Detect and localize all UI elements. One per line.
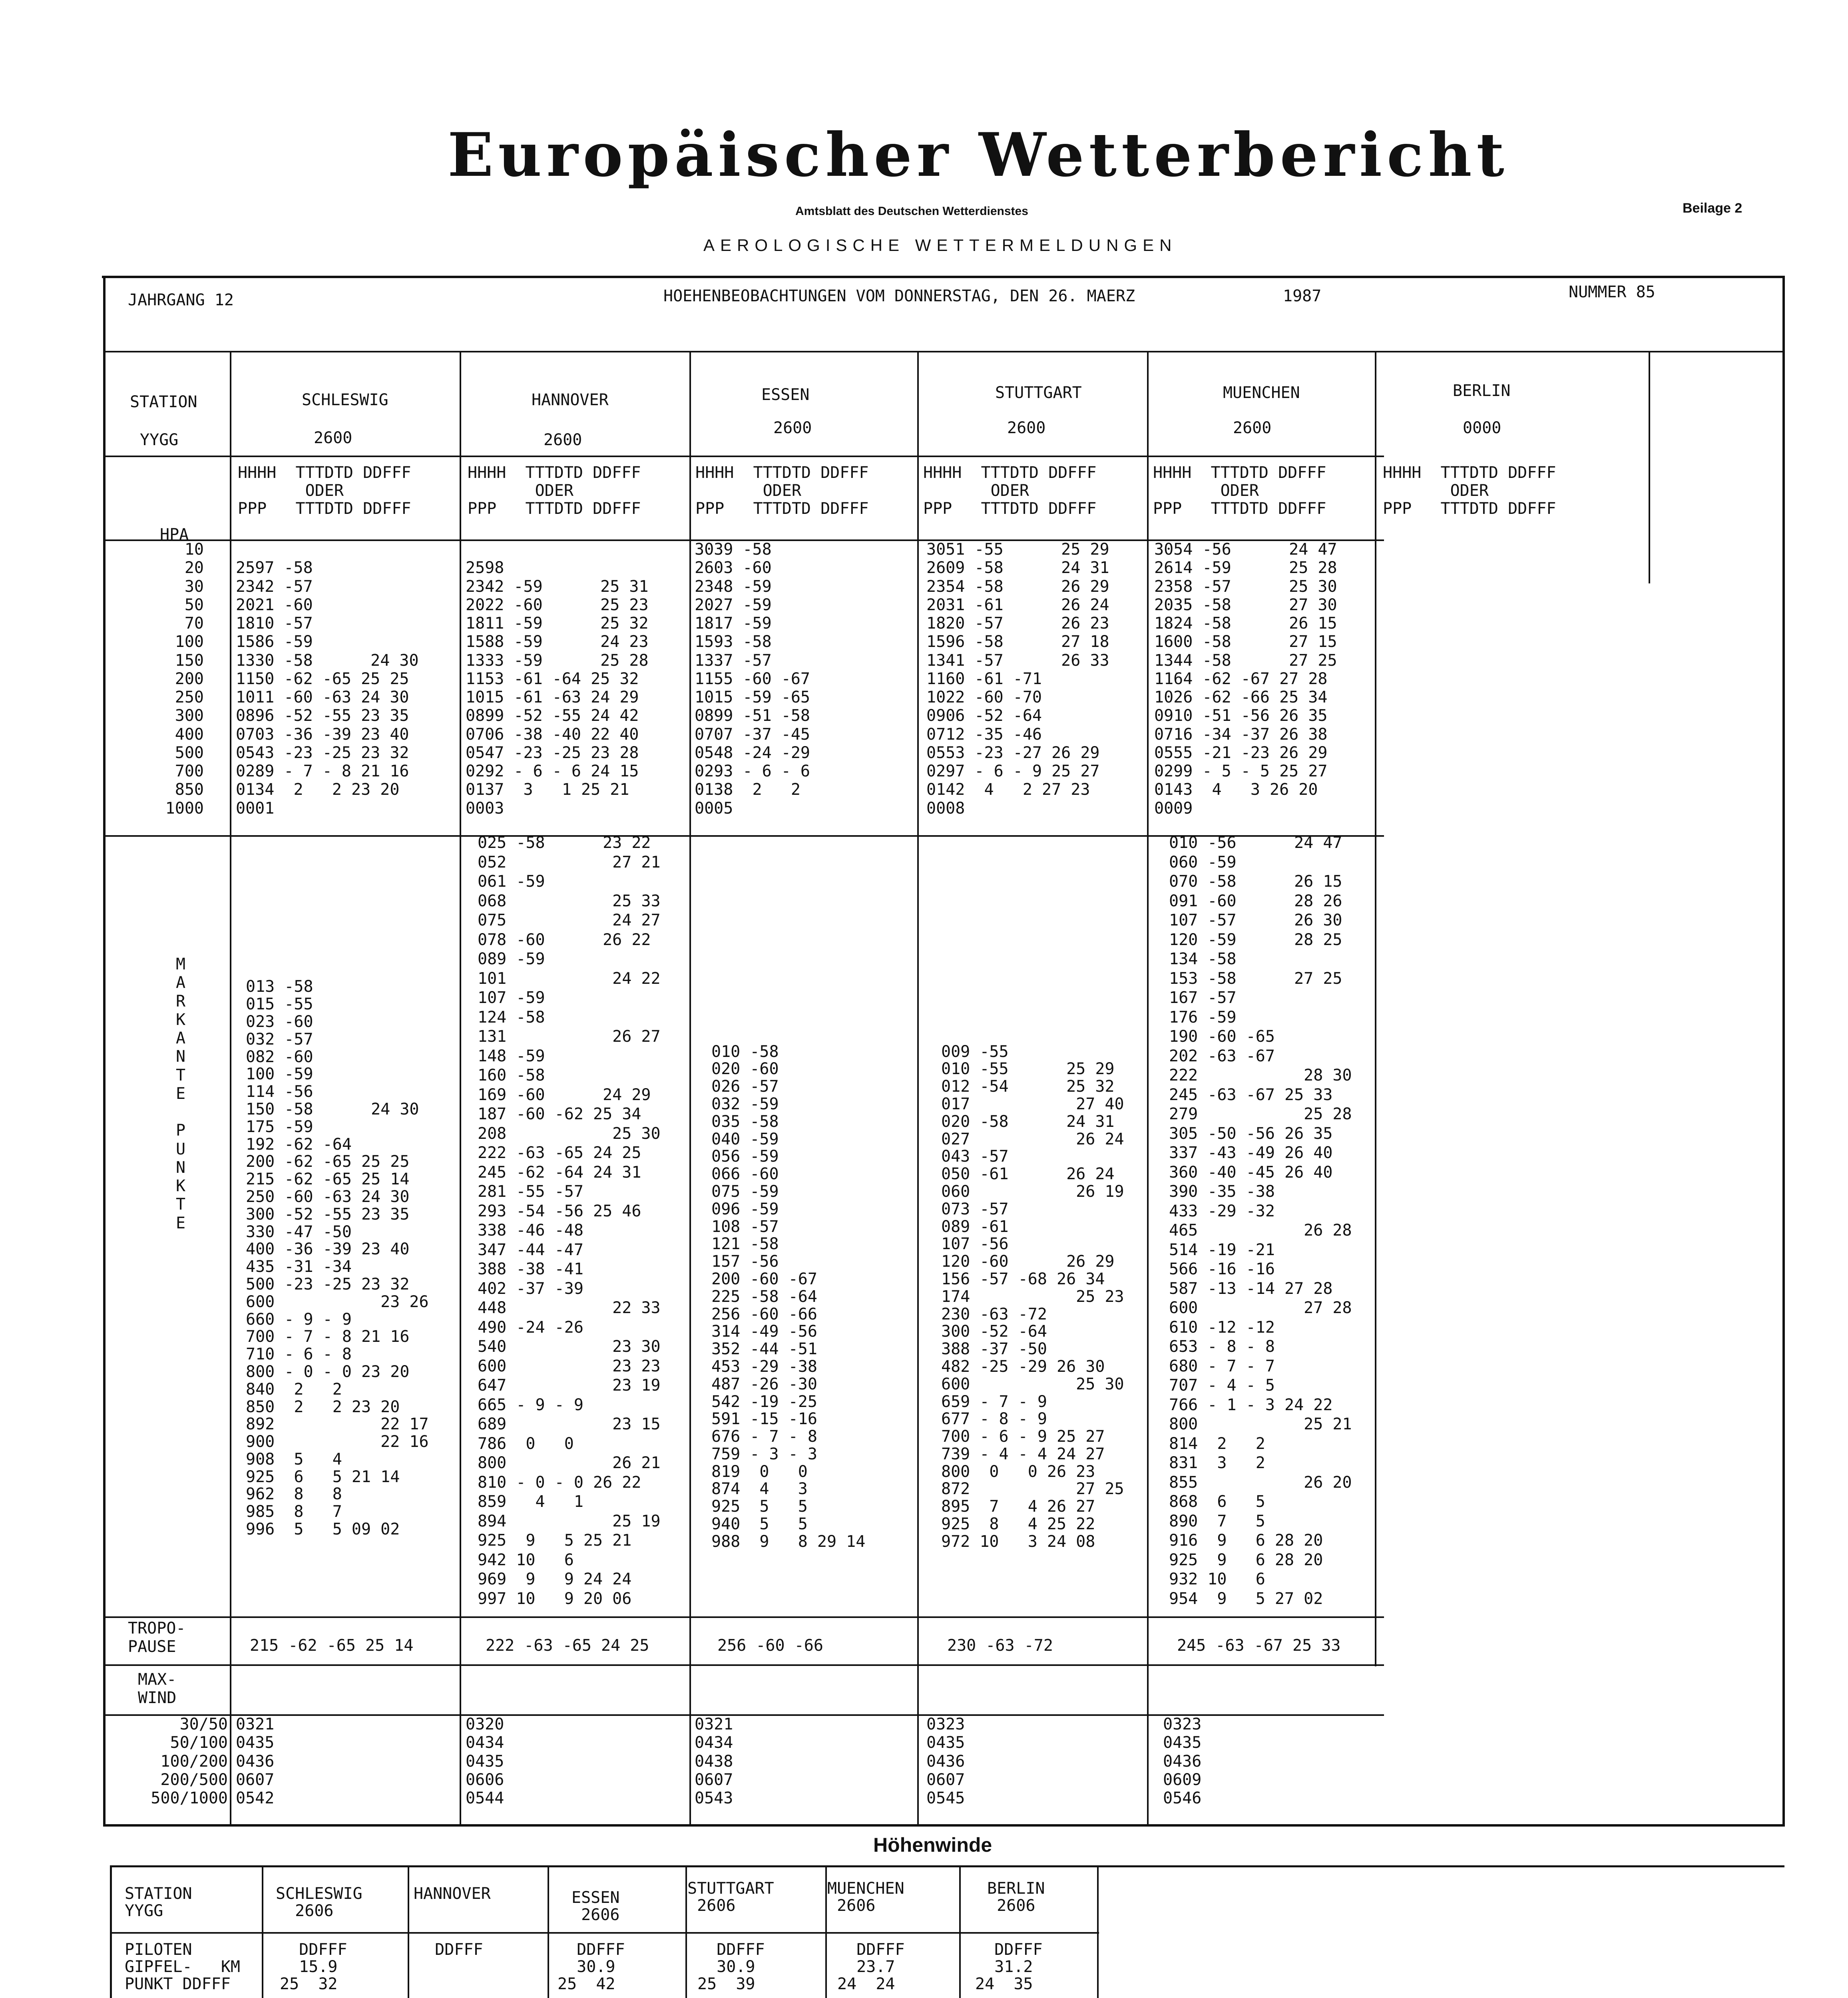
- winds-frame-left: [110, 1865, 112, 1998]
- frame-right: [1782, 276, 1785, 1826]
- column-head: HHHH TTTDTD DDFFF: [923, 464, 1097, 482]
- winds-station-name: ESSEN 2606: [572, 1889, 620, 1924]
- column-head: ODER: [238, 482, 344, 500]
- tropopause-value: 230 -63 -72: [947, 1636, 1053, 1655]
- significant-points: 013 -58 015 -55 023 -60 032 -57 082 -60 100 -59 114 -56 150 -58 24 30 175 -59 192 -62 -64 200 -62 -65 25 25 215 -62 -65 25 14 250 -60 -63 24 30 300 -52 -55 23 35 330 -47 -50 400 -36 -39 23 40 435 -31 -34 500 -23 -25 23 32 600 23 26 660 - 9 - 9 700 - 7 - 8 21 16 710 - 6 - 8 800 - 0 - 0 23 20 840 2 2 850 2 2 23 20 892 22 17 900 22 16 908 5 4 925 6 5 21 14 962 8 8 985 8 7 996 5 5 09 02: [246, 977, 429, 1539]
- significant-points: 009 -55 010 -55 25 29 012 -54 25 32 017 27 40 020 -58 24 31 027 26 24 043 -57 050 -61 26 24 060 26 19 073 -57 089 -61 107 -56 120 -60 26 29 156 -57 -68 26 34 174 25 23 230 -63 -72 300 -52 -64 388 -37 -50 482 -25 -29 26 30 600 25 30 659 - 7 - 9 677 - 8 - 9 700 - 6 - 9 25 27 739 - 4 - 4 24 27 800 0 0 26 23 872 27 25 895 7 4 26 27 925 8 4 25 22 972 10 3 24 08: [941, 1042, 1124, 1551]
- standard-levels: 2597 -58 2342 -57 2021 -60 1810 -57 1586 -59 1330 -58 24 30 1150 -62 -65 25 25 1011 -60 -63 24 30 0896 -52 -55 23 35 0703 -36 -39 23 40 0543 -23 -25 23 32 0289 - 7 - 8 21 16 0134 2 2 23 20 0001: [236, 559, 419, 818]
- standard-levels: 2598 2342 -59 25 31 2022 -60 25 23 1811 -59 25 32 1588 -59 24 23 1333 -59 25 28 1153 -61 -64 25 32 1015 -61 -63 24 29 0899 -52 -55 24 42 0706 -38 -40 22 40 0547 -23 -25 23 28 0292 - 6 - 6 24 15 0137 3 1 25 21 0003: [466, 559, 649, 818]
- frame-left: [103, 276, 106, 1826]
- column-head: PPP TTTDTD DDFFF: [238, 500, 411, 518]
- station-name: MUENCHEN: [1223, 384, 1300, 402]
- column-head: PPP TTTDTD DDFFF: [695, 500, 869, 518]
- year: 1987: [1283, 287, 1322, 305]
- col-sep: [917, 352, 919, 1824]
- col-sep: [1375, 352, 1376, 1666]
- summit-point: DDFFF 15.9 25 32: [280, 1940, 347, 1993]
- observation-date: HOEHENBEOBACHTUNGEN VOM DONNERSTAG, DEN 26. MAERZ: [663, 287, 1135, 305]
- winds-rule: [110, 1932, 1099, 1934]
- rule-tropo: [103, 1664, 1384, 1666]
- column-head: HHHH TTTDTD DDFFF: [468, 464, 641, 482]
- column-head: HHHH TTTDTD DDFFF: [238, 464, 411, 482]
- winds-col-sep: [685, 1865, 687, 1998]
- winds-title: Höhenwinde: [873, 1834, 992, 1856]
- column-head: ODER: [1153, 482, 1259, 500]
- supplement-label: Beilage 2: [1683, 201, 1742, 216]
- column-head: PPP TTTDTD DDFFF: [468, 500, 641, 518]
- maxwind-values: 0321 0434 0438 0607 0543: [695, 1715, 733, 1807]
- page-title: Europäischer Wetterbericht: [448, 120, 1509, 190]
- winds-station-name: HANNOVER: [414, 1885, 491, 1903]
- standard-levels: 3039 -58 2603 -60 2348 -59 2027 -59 1817 -59 1593 -58 1337 -57 1155 -60 -67 1015 -59 -65 0899 -51 -58 0707 -37 -45 0548 -24 -29 0293 - 6 - 6 0138 2 2 0005: [695, 540, 810, 818]
- summit-point: DDFFF 23.7 24 24: [837, 1940, 905, 1993]
- significant-points: 010 -56 24 47 060 -59 070 -58 26 15 091 -60 28 26 107 -57 26 30 120 -59 28 25 134 -58 153 -58 27 25 167 -57 176 -59 190 -60 -65 202 -63 -67 222 28 30 245 -63 -67 25 33 279 25 28 305 -50 -56 26 35 337 -43 -49 26 40 360 -40 -45 26 40 390 -35 -38 433 -29 -32 465 26 28 514 -19 -21 566 -16 -16 587 -13 -14 27 28 600 27 28 610 -12 -12 653 - 8 - 8 680 - 7 - 7 707 - 4 - 5 766 - 1 - 3 24 22 800 25 21 814 2 2 831 3 2 855 26 20 868 6 5 890 7 5 916 9 6 28 20 925 9 6 28 20 932 10 6 954 9 5 27 02: [1169, 834, 1352, 1608]
- winds-col-sep: [262, 1865, 263, 1998]
- hpa-levels: 10 20 30 50 70 100 150 200 250 300 400 500 700 850 1000: [165, 540, 204, 818]
- winds-station-name: SCHLESWIG 2606: [276, 1885, 362, 1920]
- col-sep: [460, 352, 461, 1824]
- tropopause-label: TROPO- PAUSE: [128, 1619, 186, 1656]
- maxwind-values: 0320 0434 0435 0606 0544: [466, 1715, 504, 1807]
- volume-label: JAHRGANG 12: [128, 291, 234, 309]
- station-yygg: 0000: [1463, 419, 1502, 437]
- significant-points: 010 -58 020 -60 026 -57 032 -59 035 -58 040 -59 056 -59 066 -60 075 -59 096 -59 108 -57 121 -58 157 -56 200 -60 -67 225 -58 -64 256 -60 -66 314 -49 -56 352 -44 -51 453 -29 -38 487 -26 -30 542 -19 -25 591 -15 -16 676 - 7 - 8 759 - 3 - 3 819 0 0 874 4 3 925 5 5 940 5 5 988 9 8 29 14: [711, 1042, 866, 1551]
- winds-col-sep: [1097, 1865, 1099, 1998]
- station-yygg: 2600: [1007, 419, 1046, 437]
- station-label: STATION: [130, 393, 197, 411]
- col-sep: [689, 352, 691, 1824]
- column-head: PPP TTTDTD DDFFF: [923, 500, 1097, 518]
- station-yygg: 2600: [544, 431, 582, 449]
- winds-station-name: STUTTGART 2606: [687, 1879, 774, 1915]
- significant-points: 025 -58 23 22 052 27 21 061 -59 068 25 33 075 24 27 078 -60 26 22 089 -59 101 24 22 107 -59 124 -58 131 26 27 148 -59 160 -58 169 -60 24 29 187 -60 -62 25 34 208 25 30 222 -63 -65 24 25 245 -62 -64 24 31 281 -55 -57 293 -54 -56 25 46 338 -46 -48 347 -44 -47 388 -38 -41 402 -37 -39 448 22 33 490 -24 -26 540 23 30 600 23 23 647 23 19 665 - 9 - 9 689 23 15 786 0 0 800 26 21 810 - 0 - 0 26 22 859 4 1 894 25 19 925 9 5 25 21 942 10 6 969 9 9 24 24 997 10 9 20 06: [478, 834, 661, 1608]
- station-yygg: 2600: [773, 419, 812, 437]
- points-label: M A R K A N T E P U N K T E: [176, 955, 186, 1232]
- column-head: ODER: [923, 482, 1029, 500]
- winds-col-sep: [408, 1865, 409, 1998]
- piloten-label: PILOTEN GIPFEL- KM PUNKT DDFFF: [125, 1940, 240, 1993]
- col-sep: [1147, 352, 1149, 1824]
- col-sep: [230, 352, 231, 1824]
- station-yygg: 2600: [314, 429, 352, 447]
- maxwind-levels: 30/50 50/100 100/200 200/500 500/1000: [151, 1715, 228, 1807]
- winds-col-sep: [548, 1865, 549, 1998]
- station-yygg: 2600: [1233, 419, 1272, 437]
- winds-frame-top: [110, 1865, 1784, 1867]
- station-name: STUTTGART: [995, 384, 1082, 402]
- winds-station-label: STATION YYGG: [125, 1885, 192, 1920]
- winds-station-name: MUENCHEN 2606: [827, 1879, 904, 1915]
- summit-point: DDFFF 31.2 24 35: [975, 1940, 1043, 1993]
- frame-bottom: [103, 1824, 1785, 1827]
- summit-point: DDFFF 30.9 25 39: [697, 1940, 765, 1993]
- winds-col-sep: [825, 1865, 827, 1998]
- tropopause-value: 222 -63 -65 24 25: [486, 1636, 649, 1655]
- issue-number: NUMMER 85: [1569, 283, 1655, 301]
- standard-levels: 3054 -56 24 47 2614 -59 25 28 2358 -57 25 30 2035 -58 27 30 1824 -58 26 15 1600 -58 27 15 1344 -58 27 25 1164 -62 -67 27 28 1026 -62 -66 25 34 0910 -51 -56 26 35 0716 -34 -37 26 38 0555 -21 -23 26 29 0299 - 5 - 5 25 27 0143 4 3 26 20 0009: [1154, 540, 1337, 818]
- column-head: PPP TTTDTD DDFFF: [1153, 500, 1326, 518]
- column-head: ODER: [695, 482, 801, 500]
- maxwind-values: 0323 0435 0436 0609 0546: [1163, 1715, 1202, 1807]
- yygg-label: YYGG: [140, 431, 179, 449]
- rule-points: [103, 1616, 1384, 1618]
- tropopause-value: 245 -63 -67 25 33: [1177, 1636, 1341, 1655]
- subtitle: Amtsblatt des Deutschen Wetterdienstes: [795, 205, 1028, 218]
- station-name: BERLIN: [1453, 382, 1511, 400]
- summit-point: DDFFF: [416, 1940, 483, 1959]
- maxwind-values: 0321 0435 0436 0607 0542: [236, 1715, 275, 1807]
- column-head: HHHH TTTDTD DDFFF: [1153, 464, 1326, 482]
- col-sep: [1649, 352, 1650, 583]
- frame-top: [102, 276, 1784, 278]
- column-head: ODER: [1383, 482, 1489, 500]
- rule-header: [103, 351, 1785, 352]
- rule-stations: [103, 456, 1384, 457]
- summit-point: DDFFF 30.9 25 42: [558, 1940, 625, 1993]
- hpa-label: HPA: [160, 525, 189, 544]
- column-head: HHHH TTTDTD DDFFF: [1383, 464, 1556, 482]
- tropopause-value: 215 -62 -65 25 14: [250, 1636, 414, 1655]
- column-head: ODER: [468, 482, 574, 500]
- winds-station-name: BERLIN 2606: [987, 1879, 1045, 1915]
- column-head: PPP TTTDTD DDFFF: [1383, 500, 1556, 518]
- maxwind-values: 0323 0435 0436 0607 0545: [926, 1715, 965, 1807]
- station-name: SCHLESWIG: [302, 391, 388, 409]
- winds-col-sep: [959, 1865, 961, 1998]
- standard-levels: 3051 -55 25 29 2609 -58 24 31 2354 -58 26 29 2031 -61 26 24 1820 -57 26 23 1596 -58 27 18 1341 -57 26 33 1160 -61 -71 1022 -60 -70 0906 -52 -64 0712 -35 -46 0553 -23 -27 26 29 0297 - 6 - 9 25 27 0142 4 2 27 23 0008: [926, 540, 1109, 818]
- station-name: HANNOVER: [532, 391, 609, 409]
- section-title: AEROLOGISCHE WETTERMELDUNGEN: [703, 236, 1177, 255]
- maxwind-label: MAX- WIND: [138, 1670, 177, 1707]
- station-name: ESSEN: [761, 386, 810, 404]
- column-head: HHHH TTTDTD DDFFF: [695, 464, 869, 482]
- tropopause-value: 256 -60 -66: [717, 1636, 823, 1655]
